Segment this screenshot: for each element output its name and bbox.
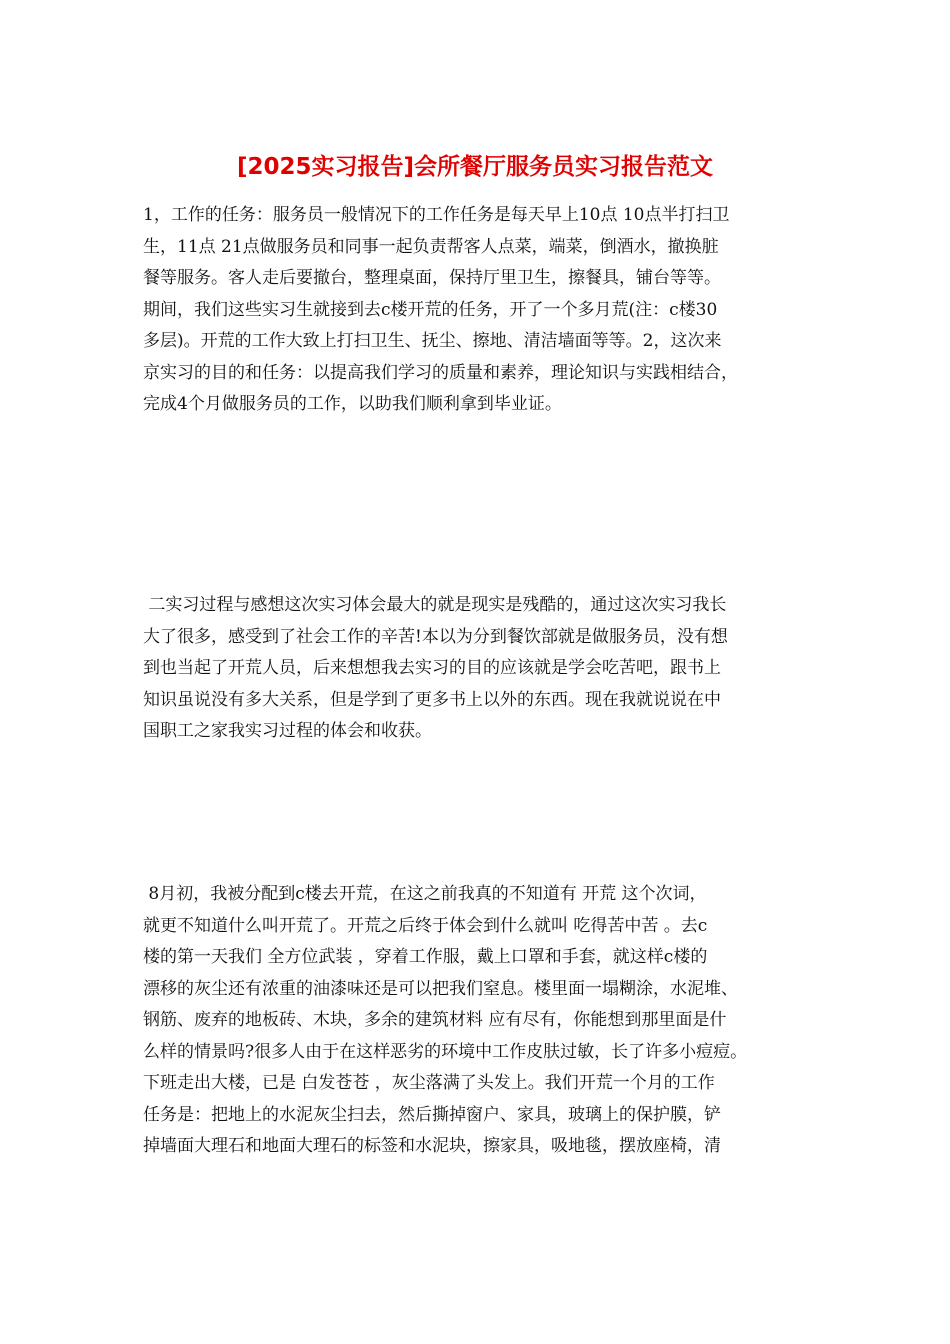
text-line: 生，11点 21点做服务员和同事一起负责帮客人点菜，端菜，倒酒水，撤换脏	[143, 236, 719, 257]
text-line: 1，工作的任务：服务员一般情况下的工作任务是每天早上10点 10点半打扫卫	[143, 205, 730, 225]
text-line: 么样的情景吗?很多人由于在这样恶劣的环境中工作皮肤过敏，长了许多小痘痘。	[143, 1041, 748, 1062]
text-line: 任务是：把地上的水泥灰尘扫去，然后撕掉窗户、家具，玻璃上的保护膜，铲	[143, 1104, 721, 1125]
text-line: 期间，我们这些实习生就接到去c楼开荒的任务，开了一个多月荒(注：c楼30	[143, 299, 718, 320]
text-line: 漂移的灰尘还有浓重的油漆味还是可以把我们窒息。楼里面一塌糊涂，水泥堆、	[143, 978, 738, 999]
text-line: 钢筋、废弃的地板砖、木块，多余的建筑材料 应有尽有，你能想到那里面是什	[143, 1010, 727, 1030]
text-line: 下班走出大楼，已是 白发苍苍 ，灰尘落满了头发上。我们开荒一个月的工作	[143, 1073, 715, 1093]
text-line: 楼的第一天我们 全方位武装 ，穿着工作服，戴上口罩和手套，就这样c楼的	[143, 947, 708, 967]
text-line: 多层)。开荒的工作大致上打扫卫生、抚尘、擦地、清洁墙面等等。2，这次来	[143, 331, 722, 351]
text-line: 京实习的目的和任务：以提高我们学习的质量和素养，理论知识与实践相结合，	[143, 362, 738, 383]
paragraph-2	[143, 590, 833, 748]
paragraph-3	[143, 879, 833, 1163]
text-line: 就更不知道什么叫开荒了。开荒之后终于体会到什么就叫 吃得苦中苦 。去c	[143, 915, 708, 936]
text-line: 国职工之家我实习过程的体会和收获。	[143, 721, 432, 741]
document-title: [2025实习报告]会所餐厅服务员实习报告范文	[236, 154, 714, 180]
text-line: 餐等服务。客人走后要撤台，整理桌面，保持厅里卫生，擦餐具，铺台等等。	[143, 268, 721, 288]
text-line: 知识虽说没有多大关系，但是学到了更多书上以外的东西。现在我就说说在中	[143, 689, 721, 710]
text-line: 8月初，我被分配到c楼去开荒，在这之前我真的不知道有 开荒 这个次词，	[143, 884, 707, 904]
text-line: 大了很多，感受到了社会工作的辛苦!本以为分到餐饮部就是做服务员，没有想	[143, 626, 728, 647]
text-line: 到也当起了开荒人员，后来想想我去实习的目的应该就是学会吃苦吧，跟书上	[143, 658, 721, 678]
paragraph-1	[143, 200, 833, 421]
text-line: 掉墙面大理石和地面大理石的标签和水泥块，擦家具，吸地毯，摆放座椅，清	[143, 1136, 721, 1156]
text-line: 二实习过程与感想这次实习体会最大的就是现实是残酷的，通过这次实习我长	[143, 595, 727, 615]
text-line: 完成4个月做服务员的工作，以助我们顺利拿到毕业证。	[143, 394, 562, 414]
